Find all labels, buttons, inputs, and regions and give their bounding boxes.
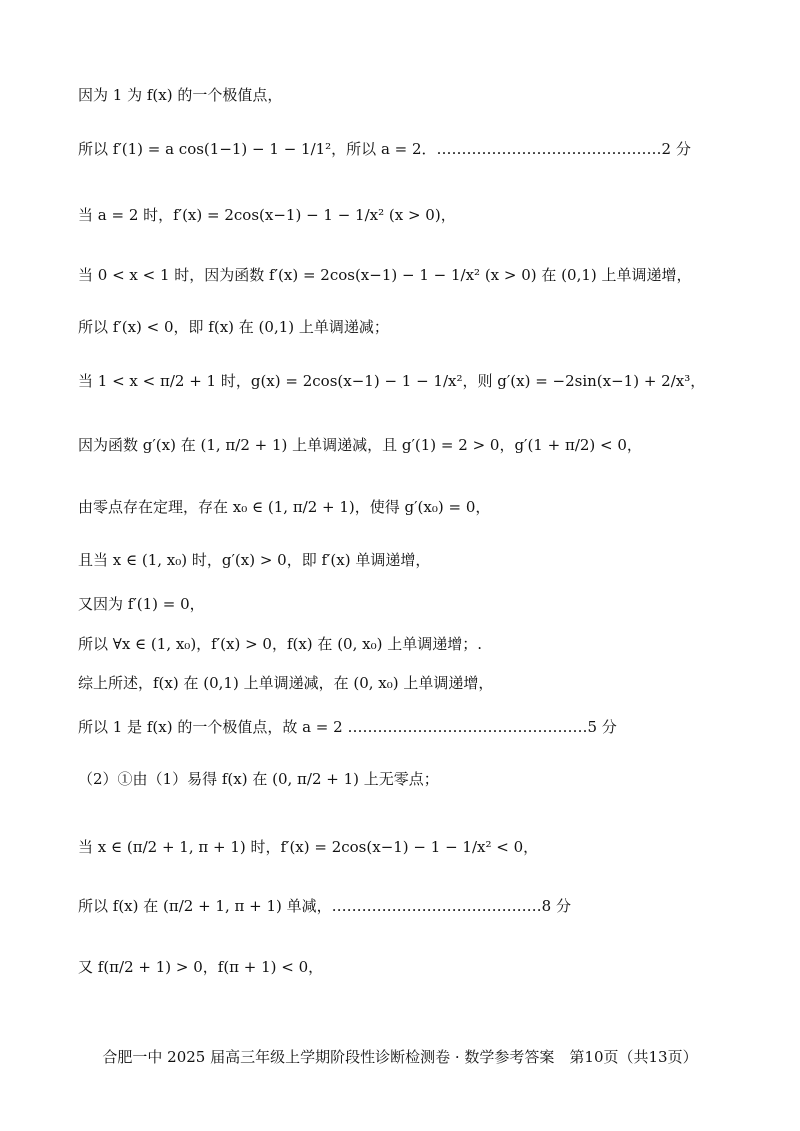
text-line: 因为 1 为 f(x) 的一个极值点， xyxy=(78,86,283,104)
text-line: 当 1 < x < π/2 + 1 时，g(x) = 2cos(x−1) − 1 − 1/x²，则 g′(x) = −2sin(x−1) + 2/x³， xyxy=(78,372,706,390)
text-line: 所以 1 是 f(x) 的一个极值点，故 a = 2 …………………………………………5 分 xyxy=(78,718,617,736)
text-line: （2）①由（1）易得 f(x) 在 (0, π/2 + 1) 上无零点； xyxy=(78,770,439,788)
text-line: 当 x ∈ (π/2 + 1, π + 1) 时，f′(x) = 2cos(x−1) − 1 − 1/x² < 0， xyxy=(78,838,539,856)
text-line: 且当 x ∈ (1, x₀) 时，g′(x) > 0，即 f′(x) 单调递增， xyxy=(78,551,431,569)
text-line: 所以 f′(x) < 0，即 f(x) 在 (0,1) 上单调递减； xyxy=(78,318,389,336)
text-line: 所以 f′(1) = a cos(1−1) − 1 − 1/1²，所以 a = 2．………………………………………2 分 xyxy=(78,140,691,158)
text-line: 综上所述，f(x) 在 (0,1) 上单调递减，在 (0, x₀) 上单调递增， xyxy=(78,674,494,692)
text-line: 又 f(π/2 + 1) > 0，f(π + 1) < 0， xyxy=(78,958,324,976)
text-line: 当 a = 2 时，f′(x) = 2cos(x−1) − 1 − 1/x² (x > 0)， xyxy=(78,206,456,224)
page-footer: 合肥一中 2025 届高三年级上学期阶段性诊断检测卷 · 数学参考答案 第10页（共13页） xyxy=(102,1048,698,1066)
text-line: 所以 f(x) 在 (π/2 + 1, π + 1) 单减，……………………………………8 分 xyxy=(78,897,571,915)
text-line: 因为函数 g′(x) 在 (1, π/2 + 1) 上单调递减，且 g′(1) = 2 > 0，g′(1 + π/2) < 0， xyxy=(78,436,642,454)
text-line: 又因为 f′(1) = 0， xyxy=(78,595,205,613)
text-line: 当 0 < x < 1 时，因为函数 f′(x) = 2cos(x−1) − 1 − 1/x² (x > 0) 在 (0,1) 上单调递增， xyxy=(78,266,692,284)
text-line: 所以 ∀x ∈ (1, x₀)，f′(x) > 0，f(x) 在 (0, x₀) 上单调递增；. xyxy=(78,635,482,653)
text-line: 由零点存在定理，存在 x₀ ∈ (1, π/2 + 1)，使得 g′(x₀) = 0， xyxy=(78,498,491,516)
